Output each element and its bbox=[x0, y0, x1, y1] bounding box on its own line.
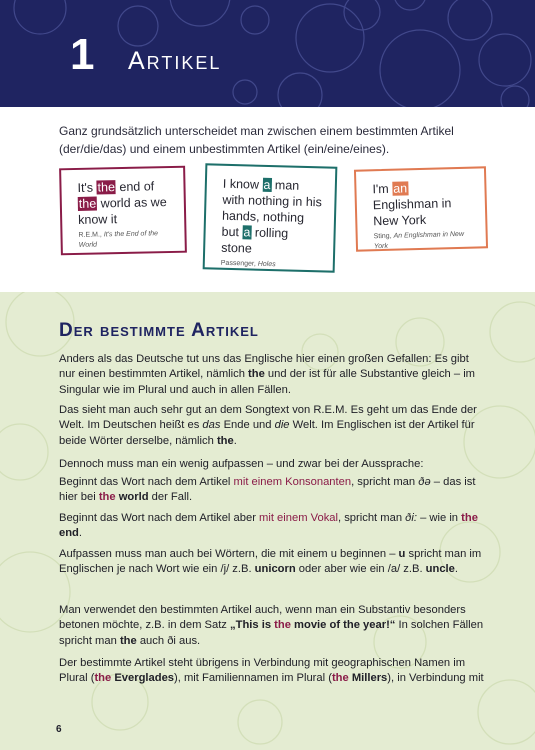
chapter-number: 1 bbox=[70, 30, 96, 79]
article-highlight: an bbox=[393, 181, 408, 196]
paragraph-8: Der bestimmte Artikel steht übrigens in Verbindung mit geographischen Namen im Plural (the Everglades), mit Familiennamen im Plural (the Millers), in Verbindung mit bbox=[59, 657, 484, 685]
paragraph-6: Aufpassen muss man auch bei Wörtern, die mit einem u beginnen – u spricht man im Englischen je nach Wort wie ein /j/ z.B. unicorn oder aber wie ein /a/ z.B. uncle. bbox=[59, 548, 482, 576]
quote-card-sting bbox=[354, 166, 488, 251]
quote-card-passenger bbox=[203, 163, 338, 272]
page-number: 6 bbox=[56, 724, 62, 735]
quote-source: Sting, An Englishman in New York bbox=[373, 230, 465, 251]
article-highlight: the bbox=[97, 180, 116, 195]
quote-text: I'm an Englishman in New York bbox=[372, 181, 452, 229]
quote-text: I know a man with nothing in his hands, nothing but a rolling stone bbox=[221, 176, 322, 256]
quote-card-rem bbox=[59, 166, 187, 256]
paragraph-2: Das sieht man auch sehr gut an dem Songtext von R.E.M. Es geht um das Ende der Welt. Im Deutschen heißt es das Ende und die Welt. Im Englischen ist der Artikel für beide Wörter derselbe, nämlich the. bbox=[59, 404, 477, 447]
chapter-title: Artikel bbox=[128, 47, 222, 75]
quote-text: It's the end of the world as we know it bbox=[77, 179, 167, 227]
chapter-header bbox=[0, 0, 535, 107]
quote-source: Passenger, Holes bbox=[220, 259, 276, 269]
article-highlight: a bbox=[263, 177, 271, 192]
section-title: Der bestimmte Artikel bbox=[59, 320, 259, 341]
article-highlight: the bbox=[78, 196, 97, 211]
paragraph-5: Beginnt das Wort nach dem Artikel aber mit einem Vokal, spricht man ði: – wie in the end. bbox=[59, 512, 478, 540]
intro-text: Ganz grundsätzlich unterscheidet man zwischen einem bestimmten Artikel (der/die/das) und einem unbestimmten Artikel (ein/eine/eines). bbox=[59, 124, 454, 156]
paragraph-1: Anders als das Deutsche tut uns das Englische hier einen großen Gefallen: Es gibt nur einen bestimmten Artikel, nämlich the und der ist für alle Substantive gleich – im Singular wie im Plural und auch in allen Fällen. bbox=[59, 353, 475, 396]
paragraph-3: Dennoch muss man ein wenig aufpassen – und zwar bei der Aussprache: bbox=[59, 458, 424, 470]
article-highlight: a bbox=[243, 225, 251, 240]
paragraph-4: Beginnt das Wort nach dem Artikel mit einem Konsonanten, spricht man ðə – das ist hier bei the world der Fall. bbox=[59, 476, 476, 504]
quote-source: R.E.M., It's the End of the World bbox=[78, 230, 159, 249]
paragraph-7: Man verwendet den bestimmten Artikel auch, wenn man ein Substantiv besonders betonen möchte, z.B. in dem Satz „This is the movie of the year!“ In solchen Fällen spricht man the auch ði aus. bbox=[59, 604, 484, 647]
